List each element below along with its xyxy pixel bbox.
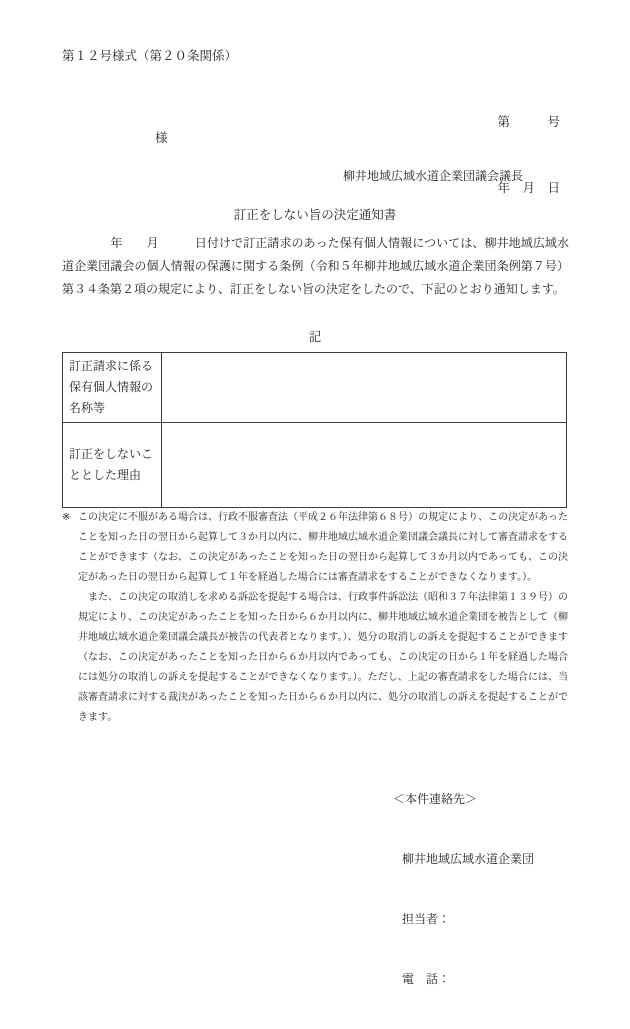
table-row-name	[63, 353, 567, 423]
contact-organization: 柳井地域広域水道企業団	[402, 852, 535, 866]
form-table	[62, 352, 567, 508]
table-value-cell	[162, 353, 567, 423]
table-value-cell	[162, 423, 567, 508]
doc-date-line: 年 月 日	[497, 181, 560, 195]
form-number: 第１２号様式（第２０条関係）	[62, 49, 238, 63]
notes-section	[62, 508, 568, 728]
record-heading: 記	[308, 330, 322, 344]
table-row-reason	[63, 423, 567, 508]
sender-name: 柳井地域広域水道企業団議会議長	[343, 169, 524, 183]
note-paragraph-2: また、この決定の取消しを求める訴訟を提起する場合は、行政事件訴訟法（昭和３７年法律第１３９号）の規定により、この決定があったことを知った日から６か月以内に、柳井地域広域水道企業団を被告として（柳井地域広域水道企業団議会議長が被告の代表者となります。）、処分の取消しの訴えを提起することができます（なお、この決定があったことを知った日から６か月以内であっても、この決定の日から１年を経過した場合には処分の取消しの訴えを提起することができなくなります。）。ただし、上記の審査請求をした場合には、当該審査請求に対する裁決があったことを知った日から６か月以内に、処分の取消しの訴えを提起することができます。	[78, 592, 568, 723]
table-label-cell: 訂正をしないこととした理由	[63, 423, 162, 508]
contact-heading: ＜本件連絡先＞	[393, 792, 478, 806]
contact-block	[393, 749, 534, 1029]
note-text-1: この決定に不服がある場合は、行政不服審査法（平成２６年法律第６８号）の規定により、この決定があったことを知った日の翌日から起算して３か月以内に、柳井地域広域水道企業団議会議長に対して審査請求をすることができます（なお、この決定があったことを知った日の翌日から起算して３か月以内であっても、この決定があった日の翌日から起算して１年を経過した場合には審査請求をすることができなくなります。）。	[78, 512, 568, 583]
note-marker: ※	[62, 512, 71, 523]
doc-number-line: 第 号	[497, 115, 560, 129]
table-label-cell: 訂正請求に係る保有個人情報の名称等	[63, 353, 162, 423]
contact-person-label: 担当者：	[402, 912, 451, 926]
document-title: 訂正をしない旨の決定通知書	[233, 208, 397, 222]
body-paragraph: 年 月 日付けで訂正請求のあった保有個人情報については、柳井地域広域水道企業団議会の個人情報の保護に関する条例（令和５年柳井地域広域水道企業団条例第７号）第３４条第２項の規定により、訂正をしない旨の決定をしたので、下記のとおり通知します。	[62, 236, 569, 296]
contact-phone-label: 電 話：	[402, 972, 451, 986]
note-paragraph-1	[62, 508, 568, 588]
addressee-honorific: 様	[155, 131, 168, 145]
